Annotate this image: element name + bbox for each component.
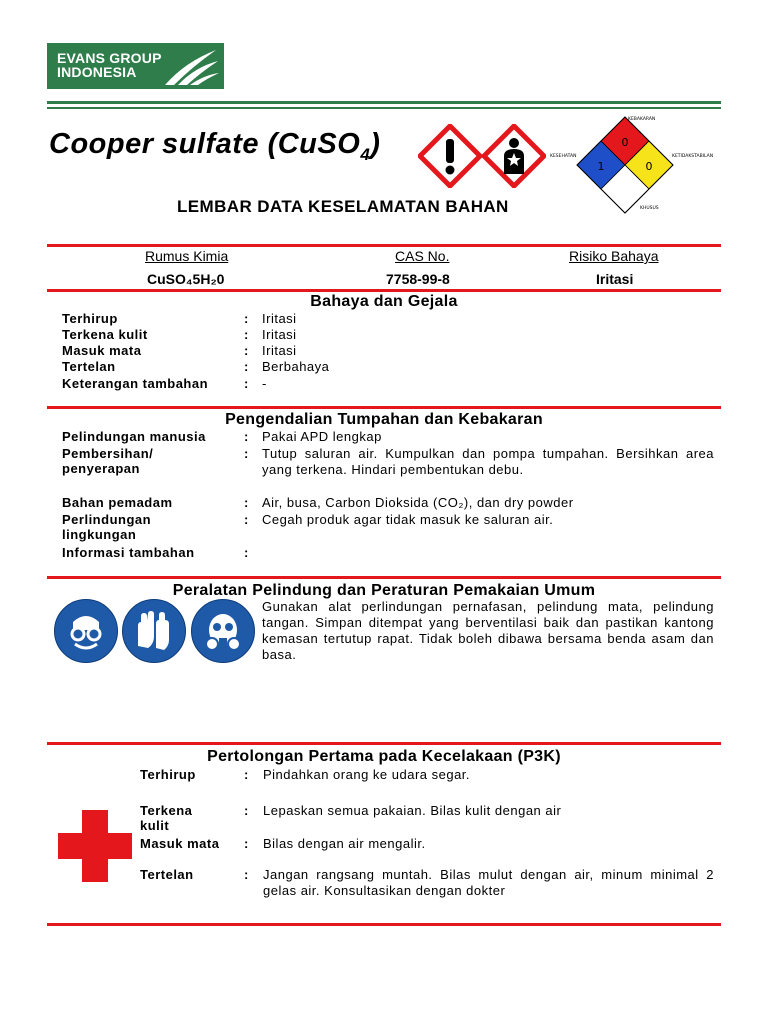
divider-spill bbox=[47, 406, 721, 409]
colon: : bbox=[244, 495, 249, 510]
leaf-icon bbox=[160, 47, 220, 87]
hazard-label: Terkena kulit bbox=[62, 327, 148, 342]
nfpa-diamond bbox=[548, 112, 738, 214]
spill-value: Air, busa, Carbon Dioksida (CO₂), dan dry powder bbox=[262, 495, 574, 510]
nfpa-label-top: KEBAKARAN bbox=[628, 117, 656, 122]
ppe-title: Peralatan Pelindung dan Peraturan Pemakaian Umum bbox=[172, 582, 596, 599]
colon: : bbox=[244, 359, 249, 374]
colon: : bbox=[244, 545, 249, 560]
spill-value: Pakai APD lengkap bbox=[262, 429, 382, 444]
first-aid-title: Pertolongan Pertama pada Kecelakaan (P3K) bbox=[207, 748, 561, 765]
hazard-value: - bbox=[262, 376, 267, 391]
eye-protection-icon bbox=[54, 599, 118, 663]
hazard-label: Terhirup bbox=[62, 311, 118, 326]
hazard-label: Masuk mata bbox=[62, 343, 142, 358]
first-aid-label: Terkena kulit bbox=[140, 803, 193, 833]
nfpa-health-value: 1 bbox=[597, 160, 605, 173]
evans-group-logo bbox=[47, 43, 224, 89]
first-aid-value: Lepaskan semua pakaian. Bilas kulit dengan air bbox=[263, 803, 562, 818]
colon: : bbox=[244, 376, 249, 391]
cas-header: CAS No. bbox=[395, 248, 450, 264]
first-aid-label: Masuk mata bbox=[140, 836, 220, 851]
hazard-value: Berbahaya bbox=[262, 359, 330, 374]
ppe-text: Gunakan alat perlindungan pernafasan, pelindung mata, pelindung tangan. Simpan ditempat yang berventilasi baik dan pastikan kantong kemasan tertutup rapat. Tidak boleh dibawa bersama benda asam dan basa. bbox=[262, 599, 714, 662]
colon: : bbox=[244, 446, 249, 461]
divider-bottom bbox=[47, 923, 721, 926]
red-cross-icon bbox=[58, 810, 132, 882]
respirator-icon bbox=[191, 599, 255, 663]
hazard-label: Tertelan bbox=[62, 359, 116, 374]
risk-value: Iritasi bbox=[596, 271, 634, 287]
colon: : bbox=[244, 867, 249, 882]
formula-header: Rumus Kimia bbox=[145, 248, 229, 264]
first-aid-label: Terhirup bbox=[140, 767, 196, 782]
nfpa-label-left: KESEHATAN bbox=[550, 154, 577, 159]
nfpa-label-bottom: KHUSUS bbox=[640, 206, 659, 211]
document-title: LEMBAR DATA KESELAMATAN BAHAN bbox=[177, 197, 509, 216]
logo-line-1: EVANS GROUP bbox=[57, 50, 162, 66]
header-rule-top bbox=[47, 101, 721, 104]
spill-label: Bahan pemadam bbox=[62, 495, 173, 510]
spill-value: Tutup saluran air. Kumpulkan dan pompa tumpahan. Bersihkan area yang terkena. Hindari pembentukan debu. bbox=[262, 446, 714, 477]
risk-header: Risiko Bahaya bbox=[569, 248, 659, 264]
colon: : bbox=[244, 343, 249, 358]
divider-hazards bbox=[47, 289, 721, 292]
logo-line-2: INDONESIA bbox=[57, 64, 137, 80]
first-aid-value: Jangan rangsang muntah. Bilas mulut dengan air, minum minimal 2 gelas air. Konsultasikan dengan dokter bbox=[263, 867, 714, 898]
colon: : bbox=[244, 429, 249, 444]
nfpa-fire-value: 0 bbox=[621, 136, 629, 149]
spill-label: Pelindungan manusia bbox=[62, 429, 206, 444]
header-rule-bottom bbox=[47, 107, 721, 109]
hazard-value: Iritasi bbox=[262, 343, 297, 358]
divider-identity bbox=[47, 244, 721, 247]
first-aid-value: Bilas dengan air mengalir. bbox=[263, 836, 426, 851]
health-hazard-icon bbox=[482, 124, 546, 188]
first-aid-label: Tertelan bbox=[140, 867, 194, 882]
logo-text bbox=[57, 51, 162, 79]
exclamation-hazard-icon bbox=[418, 124, 482, 188]
colon: : bbox=[244, 803, 249, 818]
colon: : bbox=[244, 836, 249, 851]
hazard-value: Iritasi bbox=[262, 311, 297, 326]
spill-label: Perlindungan lingkungan bbox=[62, 512, 152, 542]
spill-label: Pembersihan/ penyerapan bbox=[62, 446, 154, 476]
hazards-title: Bahaya dan Gejala bbox=[310, 293, 458, 310]
colon: : bbox=[244, 327, 249, 342]
hazard-label: Keterangan tambahan bbox=[62, 376, 209, 391]
spill-title: Pengendalian Tumpahan dan Kebakaran bbox=[225, 411, 543, 428]
page-title: Cooper sulfate (CuSO$_4$) bbox=[49, 128, 381, 164]
divider-first-aid bbox=[47, 742, 721, 745]
cas-value: 7758-99-8 bbox=[386, 271, 450, 287]
colon: : bbox=[244, 767, 249, 782]
divider-ppe bbox=[47, 576, 721, 579]
formula-value: CuSO₄5H₂0 bbox=[147, 271, 225, 287]
nfpa-reactivity-value: 0 bbox=[645, 160, 653, 173]
colon: : bbox=[244, 311, 249, 326]
spill-value: Cegah produk agar tidak masuk ke saluran air. bbox=[262, 512, 554, 527]
colon: : bbox=[244, 512, 249, 527]
gloves-icon bbox=[122, 599, 186, 663]
hazard-value: Iritasi bbox=[262, 327, 297, 342]
first-aid-value: Pindahkan orang ke udara segar. bbox=[263, 767, 471, 782]
nfpa-label-right: KETIDAKSTABILAN bbox=[672, 154, 714, 159]
spill-label: Informasi tambahan bbox=[62, 545, 195, 560]
